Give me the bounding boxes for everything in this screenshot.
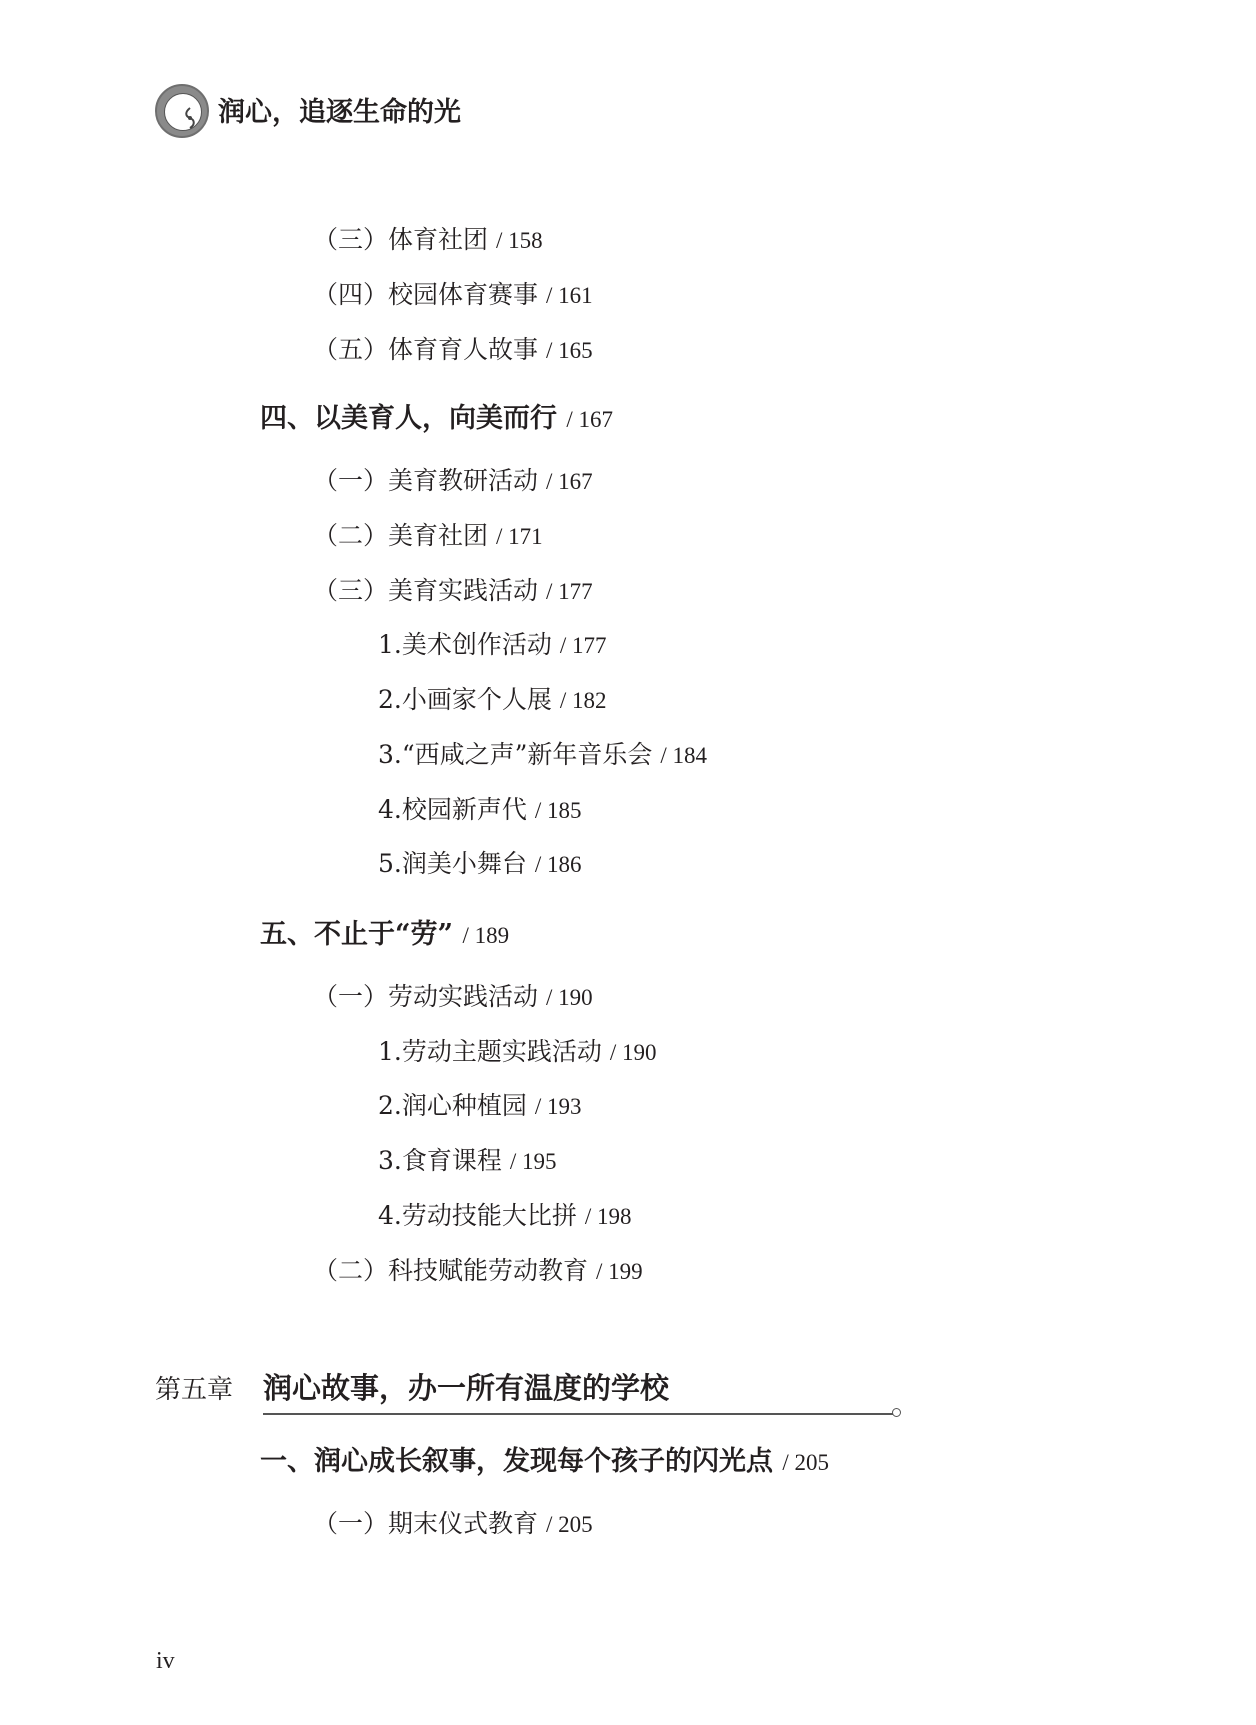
toc-entry-page: / 161 <box>545 283 593 308</box>
toc-entry-text: 五、不止于“劳” <box>260 919 454 950</box>
running-title: 润心，追逐生命的光 <box>218 97 461 128</box>
toc-entry-page: / 165 <box>545 338 593 363</box>
toc-entry-text: （一）劳动实践活动 <box>313 982 539 1011</box>
toc-entry[interactable] <box>313 464 593 499</box>
toc-entry-page: / 167 <box>566 407 614 432</box>
toc-entry-text: （一）期末仪式教育 <box>313 1509 539 1538</box>
toc-subentry[interactable] <box>378 793 581 828</box>
logo <box>155 84 209 138</box>
toc-entry[interactable] <box>313 574 593 609</box>
toc-entry-text: 3.“西咸之声”新年音乐会 <box>378 740 653 769</box>
toc-subentry[interactable] <box>378 1144 556 1179</box>
toc-entry-page: / 190 <box>545 985 593 1010</box>
toc-entry-page: / 190 <box>609 1040 657 1065</box>
toc-entry-page: / 199 <box>595 1259 643 1284</box>
toc-entry-page: / 184 <box>660 743 708 768</box>
toc-entry[interactable] <box>313 223 543 258</box>
toc-entry-page: / 205 <box>782 1450 830 1475</box>
toc-subentry[interactable] <box>378 847 581 882</box>
toc-subentry[interactable] <box>378 1089 581 1124</box>
toc-entry[interactable] <box>313 980 593 1015</box>
toc-subentry[interactable] <box>378 738 707 773</box>
toc-entry[interactable] <box>313 333 593 368</box>
toc-subentry[interactable] <box>378 683 606 718</box>
toc-entry-page: / 205 <box>545 1512 593 1537</box>
toc-entry-text: 一、润心成长叙事，发现每个孩子的闪光点 <box>260 1446 773 1477</box>
toc-entry-text: 2.润心种植园 <box>378 1091 527 1120</box>
toc-section[interactable] <box>260 918 509 953</box>
toc-entry-text: （三）体育社团 <box>313 225 489 254</box>
toc-entry-page: / 177 <box>559 633 607 658</box>
chapter-rule <box>263 1413 894 1415</box>
toc-entry-text: （一）美育教研活动 <box>313 466 539 495</box>
toc-entry-text: 1.美术创作活动 <box>378 630 552 659</box>
toc-entry-text: （二）美育社团 <box>313 521 489 550</box>
toc-subentry[interactable] <box>378 1035 656 1070</box>
toc-entry[interactable] <box>313 1254 643 1289</box>
toc-entry-page: / 182 <box>559 688 607 713</box>
toc-entry-page: / 167 <box>545 469 593 494</box>
toc-entry-text: （二）科技赋能劳动教育 <box>313 1256 589 1285</box>
toc-entry-page: / 171 <box>495 524 543 549</box>
toc-subentry[interactable] <box>378 1199 631 1234</box>
toc-entry-page: / 177 <box>545 579 593 604</box>
toc-entry-page: / 198 <box>584 1204 632 1229</box>
toc-entry-page: / 189 <box>462 923 510 948</box>
toc-section[interactable] <box>260 1445 829 1480</box>
page-number: iv <box>156 1648 175 1674</box>
toc-subentry[interactable] <box>378 628 606 663</box>
toc-entry-text: 2.小画家个人展 <box>378 685 552 714</box>
toc-section[interactable] <box>260 402 613 437</box>
toc-entry-text: 4.劳动技能大比拼 <box>378 1201 577 1230</box>
toc-entry-text: 四、以美育人，向美而行 <box>260 403 557 434</box>
toc-entry-text: （四）校园体育赛事 <box>313 280 539 309</box>
rule-end-dot-icon <box>892 1408 901 1417</box>
toc-entry-text: 5.润美小舞台 <box>378 849 527 878</box>
chapter-title[interactable]: 润心故事，办一所有温度的学校 <box>263 1371 670 1405</box>
toc-entry-text: 1.劳动主题实践活动 <box>378 1037 602 1066</box>
toc-entry-page: / 193 <box>534 1094 582 1119</box>
toc-entry-page: / 158 <box>495 228 543 253</box>
toc-entry[interactable] <box>313 1507 593 1542</box>
chapter-label: 第五章 <box>155 1375 234 1405</box>
toc-entry-text: （三）美育实践活动 <box>313 576 539 605</box>
toc-entry-page: / 185 <box>534 798 582 823</box>
school-seal-icon <box>179 106 201 130</box>
toc-entry[interactable] <box>313 278 593 313</box>
toc-entry-page: / 195 <box>509 1149 557 1174</box>
toc-entry[interactable] <box>313 519 543 554</box>
toc-entry-text: （五）体育育人故事 <box>313 335 539 364</box>
toc-entry-text: 4.校园新声代 <box>378 795 527 824</box>
toc-entry-page: / 186 <box>534 852 582 877</box>
toc-entry-text: 3.食育课程 <box>378 1146 502 1175</box>
